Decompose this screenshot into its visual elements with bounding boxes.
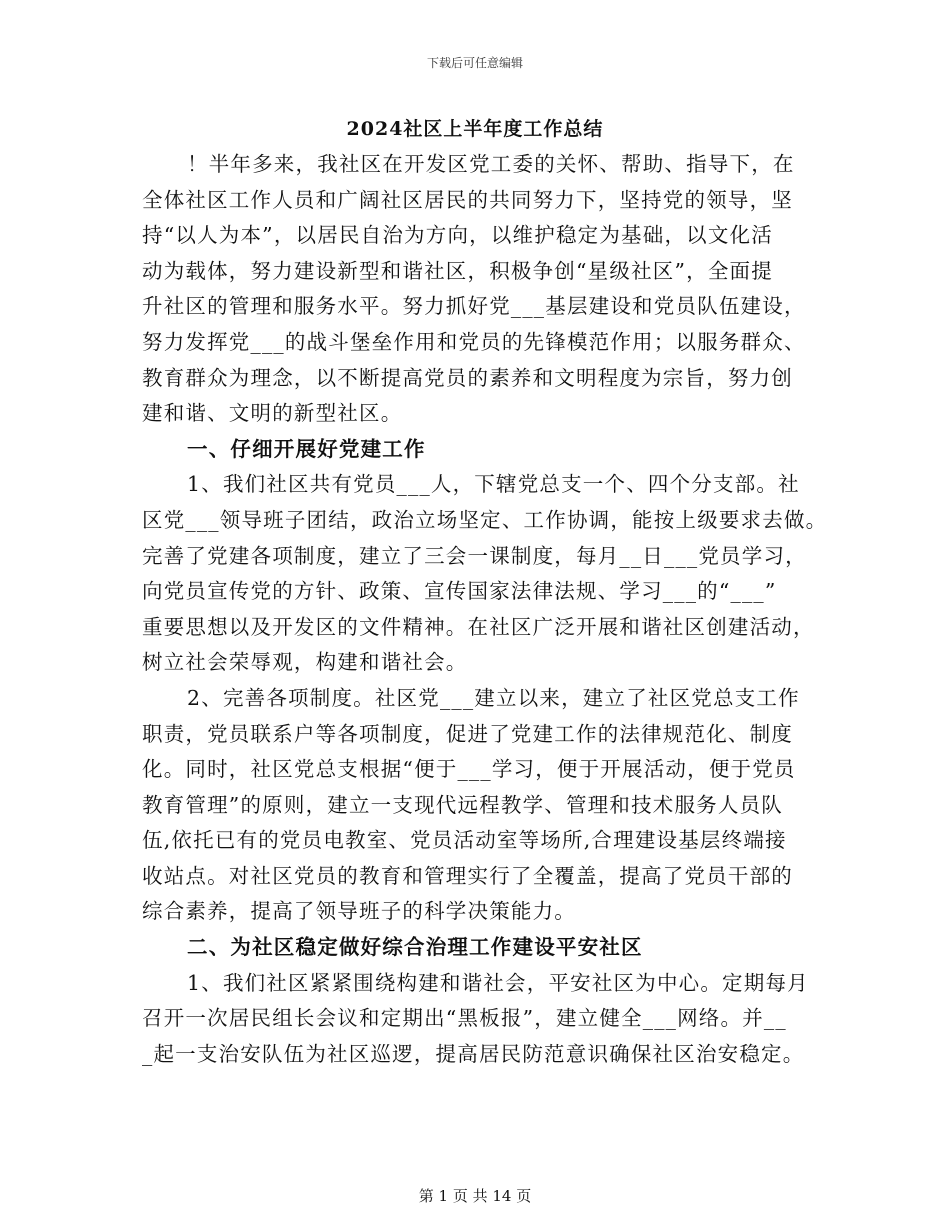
paragraph-line: 完善了党建各项制度，建立了三会一课制度，每月__日___党员学习， — [142, 543, 807, 568]
paragraph-line: 持“以人为本”，以居民自治为方向，以维护稳定为基础，以文化活 — [142, 223, 773, 248]
paragraph-line: 树立社会荣辱观，构建和谐社会。 — [142, 650, 468, 675]
paragraph-line: 向党员宣传党的方针、政策、宣传国家法律法规、学习___的“___” — [142, 579, 777, 604]
document-title: 2024社区上半年度工作总结 — [346, 118, 604, 140]
paragraph-line: 动为载体，努力建设新型和谐社区，积极争创“星级社区”，全面提 — [142, 258, 773, 283]
paragraph-line: 重要思想以及开发区的文件精神。在社区广泛开展和谐社区创建活动， — [142, 614, 815, 639]
paragraph-line: 召开一次居民组长会议和定期出“黑板报”，建立健全___网络。并__ — [142, 1006, 787, 1031]
paragraph-line: _起一支治安队伍为社区巡逻，提高居民防范意识确保社区治安稳定。 — [142, 1041, 805, 1066]
paragraph-line: 建和谐、文明的新型社区。 — [142, 401, 403, 426]
paragraph-line: 全体社区工作人员和广阔社区居民的共同努力下，坚持党的领导，坚 — [142, 187, 793, 212]
document-body — [142, 147, 828, 1072]
paragraph-line: 2、完善各项制度。社区党___建立以来，建立了社区党总支工作 — [187, 685, 800, 710]
paragraph-line: 升社区的管理和服务水平。努力抓好党___基层建设和党员队伍建设， — [142, 294, 806, 319]
paragraph-line: 1、我们社区共有党员___人，下辖党总支一个、四个分支部。社 — [187, 472, 800, 497]
header-note: 下载后可任意编辑 — [426, 56, 523, 70]
paragraph-line: 化。同时，社区党总支根据“便于___学习，便于开展活动，便于党员 — [142, 757, 796, 782]
page-footer: 第 1 页 共 14 页 — [418, 1187, 532, 1205]
paragraph-line: ！半年多来，我社区在开发区党工委的关怀、帮助、指导下，在 — [187, 152, 795, 176]
paragraph-line: 区党___领导班子团结，政治立场坚定、工作协调，能按上级要求去做。 — [142, 507, 828, 532]
paragraph-line: 综合素养，提高了领导班子的科学决策能力。 — [142, 899, 576, 924]
paragraph-line: 教育管理”的原则，建立一支现代远程教学、管理和技术服务人员队 — [142, 792, 783, 817]
paragraph-line: 收站点。对社区党员的教育和管理实行了全覆盖，提高了党员干部的 — [142, 863, 793, 888]
section-heading: 二、为社区稳定做好综合治理工作建设平安社区 — [187, 935, 643, 960]
section-heading: 一、仔细开展好党建工作 — [187, 436, 426, 461]
paragraph-line: 职责，党员联系户等各项制度，促进了党建工作的法律规范化、制度 — [142, 721, 793, 746]
paragraph-line: 伍,依托已有的党员电教室、党员活动室等场所,合理建设基层终端接 — [142, 828, 787, 853]
paragraph-line: 教育群众为理念，以不断提高党员的素养和文明程度为宗旨，努力创 — [142, 365, 793, 390]
paragraph-line: 努力发挥党___的战斗堡垒作用和党员的先锋模范作用；以服务群众、 — [142, 329, 806, 354]
paragraph-line: 1、我们社区紧紧围绕构建和谐社会，平安社区为中心。定期每月 — [187, 970, 809, 995]
